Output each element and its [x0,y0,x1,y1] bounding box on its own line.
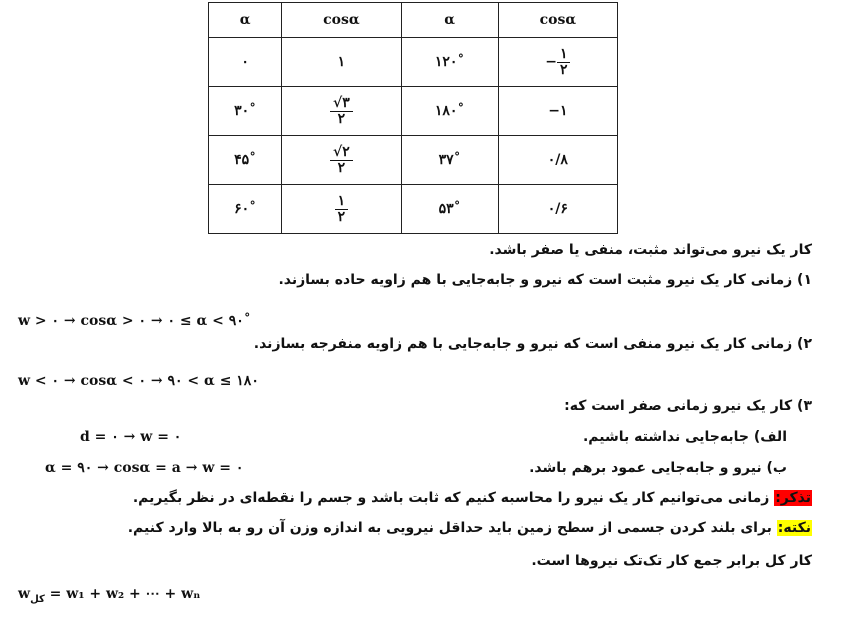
table-header-row [209,3,618,38]
total-rhs: = w₁ + w₂ + ⋯ + wₙ [44,586,201,602]
cell-angle: ۳۰˚ [209,87,282,136]
total-w: w [18,586,31,602]
cell-angle: ۱۸۰˚ [401,87,498,136]
cell-cos: ۱ [282,38,401,87]
cosine-table [208,2,618,234]
table-row [209,136,618,185]
formula-negative-work: w < ۰ → cosα < ۰ → ۹۰ < α ≤ ۱۸۰ [18,373,259,389]
note-paragraph [128,520,812,536]
denominator: ۲ [559,61,568,78]
cell-angle: ۴۵˚ [209,136,282,185]
cell-angle: ۰ [209,38,282,87]
case3-text: ۳) کار یک نیرو زمانی صفر است که: [564,398,812,414]
table-row [209,185,618,234]
total-work-text: کار کل برابر جمع کار تک‌تک نیروها است. [531,553,812,569]
table-row [209,38,618,87]
minus-sign: − [545,54,557,70]
cell-cos [282,185,401,234]
cell-angle: ۶۰˚ [209,185,282,234]
case1-text: ۱) زمانی کار یک نیرو مثبت است که نیرو و جابه‌جایی با هم زاویه حاده بسازند. [278,272,812,288]
reminder-paragraph [133,490,812,506]
header-alpha-1: α [209,3,282,38]
cell-cos [282,87,401,136]
denominator: ۲ [337,110,346,127]
fraction [330,96,353,126]
cell-cos [282,136,401,185]
note-text: برای بلند کردن جسمی از سطح زمین باید حداقل نیرویی به اندازه وزن آن رو به بالا وارد کنیم. [127,520,777,536]
fraction [330,145,353,175]
case3a-text: الف) جابه‌جایی نداشته باشیم. [582,429,787,445]
formula-total-work [18,586,200,605]
formula-positive-work: w > ۰ → cosα > ۰ → ۰ ≤ α < ۹۰˚ [18,313,251,329]
cell-cos: ۰/۸ [498,136,617,185]
fraction [335,194,349,224]
header-cos-2: cosα [498,3,617,38]
cell-cos: −۱ [498,87,617,136]
header-cos-1: cosα [282,3,401,38]
reminder-label: تذکر: [775,490,811,506]
reminder-text: زمانی می‌توانیم کار یک نیرو را محاسبه کنیم که ثابت باشد و جسم را نقطه‌ای در نظر بگیریم. [132,490,775,506]
cell-angle: ۵۳˚ [401,185,498,234]
cell-cos [498,38,617,87]
total-subscript: کل [30,593,45,605]
numerator: √۲ [330,145,353,161]
table-row [209,87,618,136]
cell-angle: ۱۲۰˚ [401,38,498,87]
note-label: نکته: [777,520,811,536]
formula-zero-displacement: d = ۰ → w = ۰ [80,429,182,445]
intro-text: کار یک نیرو می‌تواند مثبت، منفی یا صفر باشد. [489,242,812,258]
numerator: ۱ [335,194,349,210]
numerator: ۱ [557,47,571,63]
numerator: √۳ [330,96,353,112]
case3b-text: ب) نیرو و جابه‌جایی عمود برهم باشد. [529,460,787,476]
denominator: ۲ [337,159,346,176]
formula-perpendicular: α = ۹۰ → cosα = a → w = ۰ [45,460,244,476]
fraction [557,47,571,77]
denominator: ۲ [337,208,346,225]
case2-text: ۲) زمانی کار یک نیرو منفی است که نیرو و جابه‌جایی با هم زاویه منفرجه بسازند. [253,336,812,352]
header-alpha-2: α [401,3,498,38]
cell-cos: ۰/۶ [498,185,617,234]
cell-angle: ۳۷˚ [401,136,498,185]
